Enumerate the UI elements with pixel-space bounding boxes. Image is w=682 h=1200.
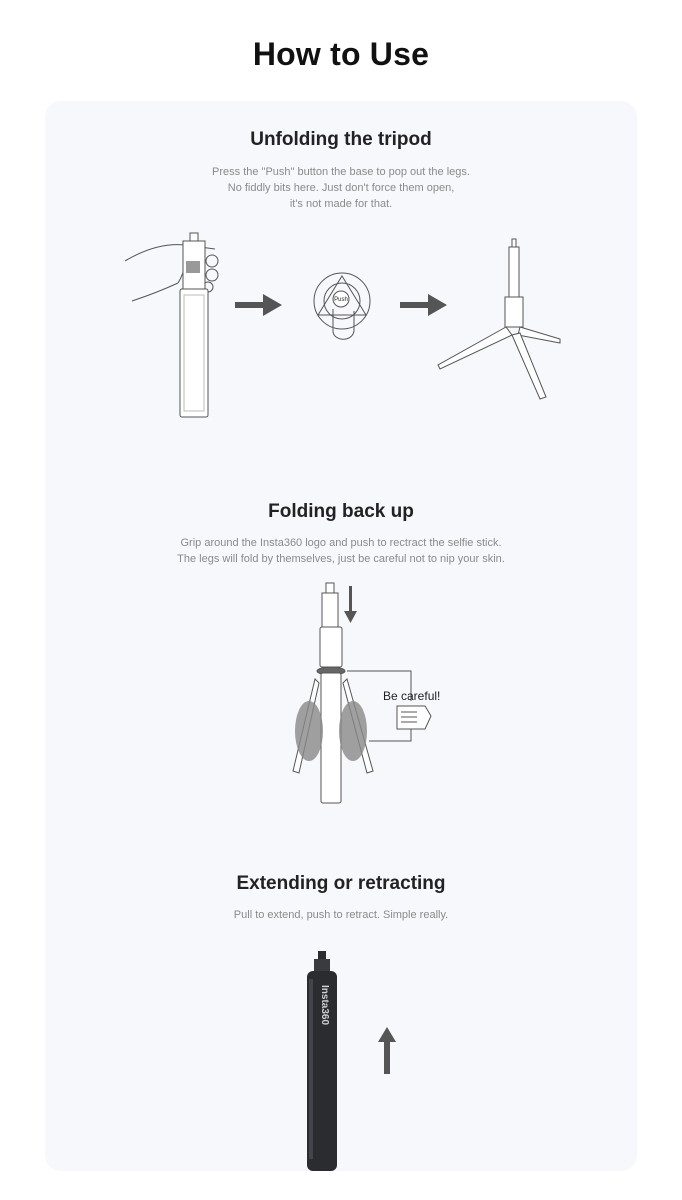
brand-label: Insta360 <box>319 985 330 1026</box>
arrow-down-icon <box>344 586 357 623</box>
desc-line: Press the "Push" button the base to pop out the legs. <box>212 166 470 178</box>
unfolding-illustration <box>120 231 570 421</box>
section-desc-unfolding <box>45 164 637 212</box>
desc-line: Pull to extend, push to retract. Simple really. <box>233 909 449 921</box>
desc-line: No fiddly bits here. Just don't force them open, <box>227 182 455 194</box>
section-title-extending: Extending or retracting <box>236 873 446 894</box>
tripod-open-icon <box>438 239 560 399</box>
section-title-folding: Folding back up <box>268 501 414 522</box>
desc-line: it's not made for that. <box>289 198 393 210</box>
arrow-right-icon <box>400 294 447 316</box>
page-title: How to Use <box>252 36 430 72</box>
section-desc-folding <box>45 535 637 567</box>
desc-line: The legs will fold by themselves, just be careful not to nip your skin. <box>177 553 505 565</box>
tripod-folded-icon <box>180 233 208 417</box>
selfie-stick-icon <box>307 951 337 1171</box>
section-title-unfolding: Unfolding the tripod <box>250 129 432 150</box>
desc-line: Grip around the Insta360 logo and push to rectract the selfie stick. <box>180 537 502 549</box>
careful-callout: Be careful! <box>383 689 441 703</box>
arrow-right-icon <box>235 294 282 316</box>
how-to-use-card <box>45 101 637 1171</box>
tripod-folding-icon <box>293 583 373 803</box>
push-label: Push <box>334 297 348 303</box>
push-button-icon <box>314 273 370 339</box>
section-desc-extending <box>45 907 637 923</box>
pinch-hand-icon <box>397 706 431 729</box>
extending-illustration <box>295 949 415 1171</box>
arrow-up-icon <box>378 1027 396 1074</box>
